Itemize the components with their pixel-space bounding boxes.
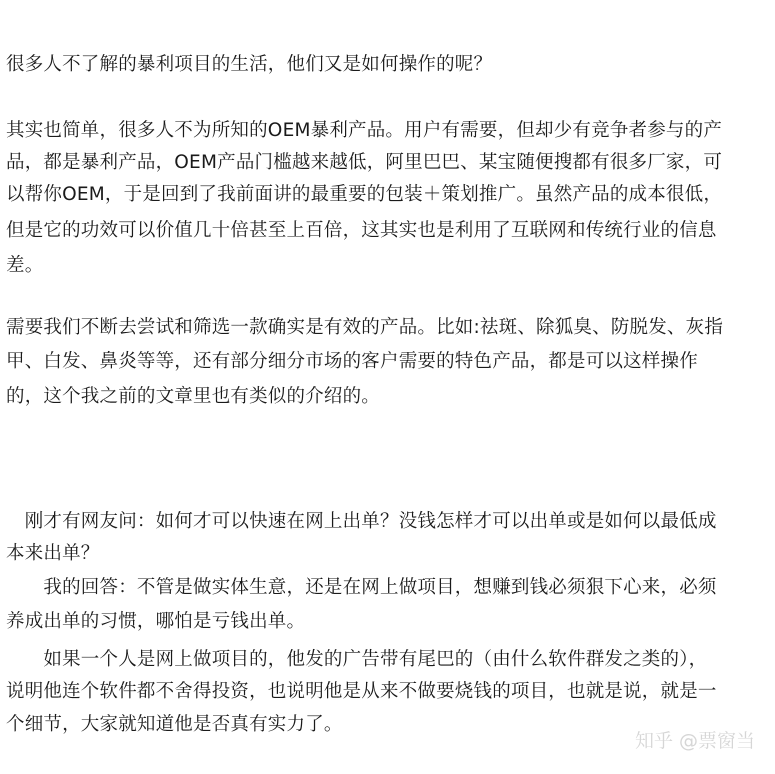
zhihu-watermark: 知乎 @票窗当 xyxy=(634,730,755,752)
paragraph-2-line-5: 差。 xyxy=(6,255,44,276)
paragraph-2-line-2: 品，都是暴利产品，OEM产品门槛越来越低，阿里巴巴、某宝随便搜都有很多厂家，可 xyxy=(6,152,723,173)
paragraph-2-line-3: 以帮你OEM，于是回到了我前面讲的最重要的包装＋策划推广。虽然产品的成本很低， xyxy=(6,184,723,205)
paragraph-3-line-3: 的，这个我之前的文章里也有类似的介绍的。 xyxy=(6,386,381,407)
paragraph-5-line-2: 养成出单的习惯，哪怕是亏钱出单。 xyxy=(6,611,306,632)
paragraph-3-line-1: 需要我们不断去尝试和筛选一款确实是有效的产品。比如:祛斑、除狐臭、防脱发、灰指 xyxy=(6,317,724,338)
paragraph-5-line-1: 我的回答：不管是做实体生意，还是在网上做项目，想赚到钱必须狠下心来，必须 xyxy=(6,577,717,598)
paragraph-4-line-2: 本来出单？ xyxy=(6,543,100,564)
paragraph-6-line-1: 如果一个人是网上做项目的，他发的广告带有尾巴的（由什么软件群发之类的）， xyxy=(6,649,708,670)
paragraph-4-line-1: 刚才有网友问：如何才可以快速在网上出单？没钱怎样才可以出单或是如何以最低成 xyxy=(6,511,717,532)
paragraph-2-line-1: 其实也简单，很多人不为所知的OEM暴利产品。用户有需要，但却少有竞争者参与的产 xyxy=(6,120,723,141)
paragraph-6-line-2: 说明他连个软件都不舍得投资，也说明他是从来不做要烧钱的项目，也就是说，就是一 xyxy=(6,681,717,702)
paragraph-6-line-3: 个细节，大家就知道他是否真有实力了。 xyxy=(6,714,343,735)
paragraph-2-line-4: 但是它的功效可以价值几十倍甚至上百倍，这其实也是利用了互联网和传统行业的信息 xyxy=(6,220,717,241)
paragraph-3-line-2: 甲、白发、鼻炎等等，还有部分细分市场的客户需要的特色产品，都是可以这样操作 xyxy=(6,351,698,372)
paragraph-1-line-1: 很多人不了解的暴利项目的生活，他们又是如何操作的呢？ xyxy=(6,54,493,75)
